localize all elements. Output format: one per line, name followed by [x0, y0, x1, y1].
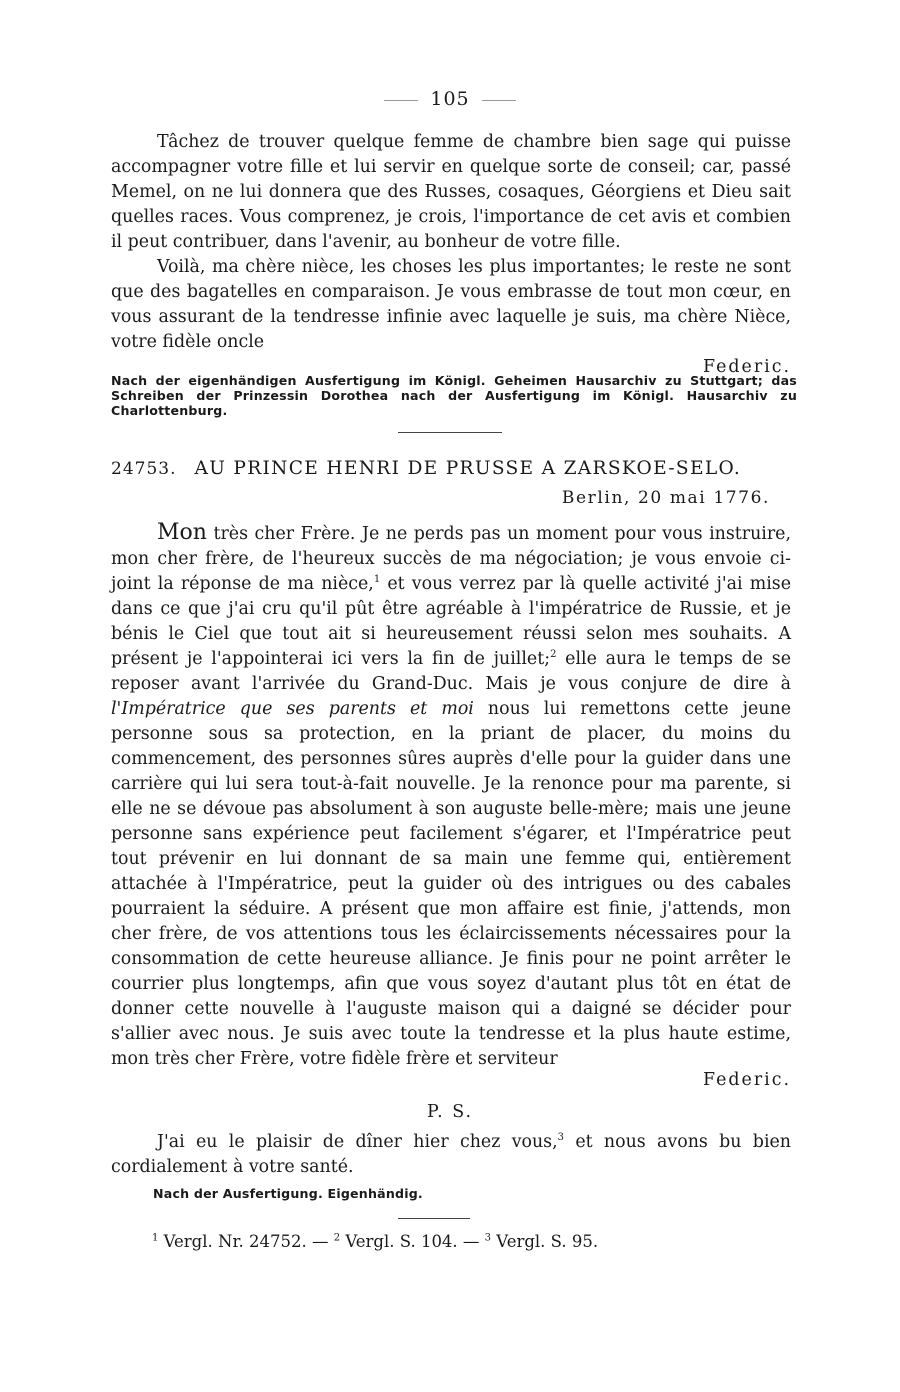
- page-number-rule-right: [482, 100, 516, 101]
- letter-signature: Federic.: [703, 1070, 791, 1090]
- letter-dateline: Berlin, 20 mai 1776.: [561, 488, 770, 508]
- letter-text-4: nous lui remettons cette jeune personne sous sa protection, en la priant de placer, du moins du commencement, des personnes sûres auprès d'elle pour la guider dans une carrière qui lui sera tout-à-fait nouvelle. Je la renonce pour ma parente, si elle ne se dévoue pas absolument à son auguste belle-mère; mais une jeune personne sans expérience peut facilement s'égarer, et l'Impératrice peut tout prévenir en lui donnant de sa main une femme qui, entièrement attachée à l'Impératrice, peut la guider où des intrigues ou des cabales pourraient la séduire. A présent que mon affaire est finie, j'attends, mon cher frère, de vos attentions tous les éclaircissements nécessaires pour la consommation de cette heureuse alliance. Je finis pour ne point arrêter le courrier plus longtemps, afin que vous soyez d'autant plus tôt en état de donner cette nouvelle à l'auguste maison qui a daigné se décider pour s'allier avec nous. Je suis avec toute la tendresse et la plus haute estime, mon très cher Frère, votre fidèle frère et serviteur: [111, 699, 791, 1069]
- letter-text-2: et vous verrez par là quelle activité j'ai mise dans ce que j'ai cru qu'il pût être agréable à l'impératrice de Russie, et je bénis le Ciel que tout ait si heureusement réussi selon mes souhaits. A présent je l'appointerai ici vers la fin de juillet;: [111, 574, 791, 669]
- letter-text-1: très cher Frère. Je ne perds pas un moment pour vous instruire, mon cher frère, de l'heureux succès de ma négociation; je vous envoie ci-joint la réponse de ma nièce,: [111, 524, 791, 594]
- previous-letter-source-note: Nach der eigenhändigen Ausfertigung im Königl. Geheimen Hausarchiv zu Stuttgart; das Schreiben der Prinzessin Dorothea nach der Ausfertigung im Königl. Hausarchiv zu Charlottenburg.: [111, 373, 797, 418]
- footnote-1-text: Vergl. Nr. 24752. —: [158, 1232, 334, 1251]
- page-number-rule-left: [384, 100, 418, 101]
- footnotes: [152, 1232, 598, 1251]
- letter-italic-phrase: l'Impératrice que ses parents et moi: [111, 699, 474, 719]
- letter-body: [111, 520, 791, 1093]
- postscript-text-1: J'ai eu le plaisir de dîner hier chez vous,: [157, 1132, 558, 1152]
- footnote-3-text: Vergl. S. 95.: [491, 1232, 599, 1251]
- letter-dropcap: Mon: [157, 520, 207, 545]
- footnote-1-mark: 1: [152, 1232, 159, 1244]
- page-number-text: 105: [430, 88, 470, 110]
- postscript-body: [111, 1130, 791, 1180]
- footnote-ref-3: 3: [557, 1132, 565, 1144]
- letter-title: AU PRINCE HENRI DE PRUSSE A ZARSKOE-SELO.: [194, 458, 742, 479]
- page-number: [0, 88, 900, 110]
- footnote-3-mark: 3: [484, 1232, 492, 1244]
- letter-number: 24753.: [111, 459, 177, 479]
- previous-letter-signature: Federic.: [703, 357, 791, 377]
- footnote-divider: [398, 1218, 470, 1219]
- letter-text-3: elle aura le temps de se reposer avant l'arrivée du Grand-Duc. Mais je vous conjure de dire à: [111, 649, 791, 694]
- footnote-2-mark: 2: [333, 1232, 341, 1244]
- section-divider: [398, 432, 502, 433]
- footnote-ref-1: 1: [373, 574, 381, 586]
- letter-source-note: Nach der Ausfertigung. Eigenhändig.: [153, 1186, 423, 1201]
- letter-paragraph: [111, 520, 791, 1072]
- previous-letter-paragraph-1: Tâchez de trouver quelque femme de chambre bien sage qui puisse accompagner votre fille et lui servir en quelque sorte de conseil; car, passé Memel, on ne lui donnera que des Russes, cosaques, Géorgiens et Dieu sait quelles races. Vous comprenez, je crois, l'importance de cet avis et combien il peut contribuer, dans l'avenir, au bonheur de votre fille.: [111, 132, 791, 252]
- postscript-text-2: et nous avons bu bien cordialement à votre santé.: [111, 1132, 791, 1177]
- postscript-paragraph: [111, 1130, 791, 1180]
- footnote-ref-2: 2: [550, 649, 557, 661]
- previous-letter-body: [111, 130, 791, 380]
- footnote-2-text: Vergl. S. 104. —: [340, 1232, 485, 1251]
- letter-heading: [111, 458, 797, 479]
- postscript-label: P. S.: [426, 1102, 474, 1122]
- previous-letter-paragraph-2: Voilà, ma chère nièce, les choses les plus importantes; le reste ne sont que des bagatelles en comparaison. Je vous embrasse de tout mon cœur, en vous assurant de la tendresse infinie avec laquelle je suis, ma chère Nièce, votre fidèle oncle: [111, 257, 791, 352]
